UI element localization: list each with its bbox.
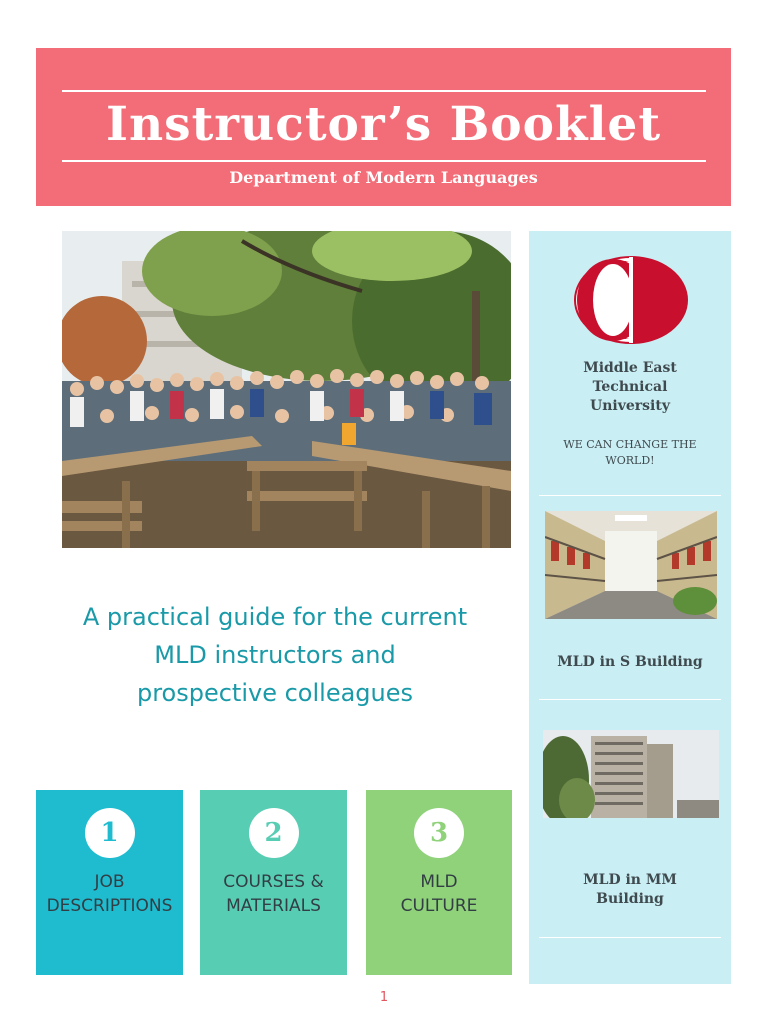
- sidebar-divider: [539, 495, 721, 496]
- section-number-badge: 2: [249, 808, 299, 858]
- section-number-badge: 3: [414, 808, 464, 858]
- section-label-line-2: CULTURE: [400, 896, 478, 916]
- section-number-badge: 1: [85, 808, 135, 858]
- section-label-line-2: DESCRIPTIONS: [46, 896, 173, 916]
- mm-building-caption: [529, 871, 731, 909]
- section-label-line-1: COURSES &: [223, 872, 324, 892]
- university-name-line-2: Technical: [592, 379, 668, 395]
- department-subtitle: Department of Modern Languages: [229, 168, 538, 187]
- mm-building-photo: [543, 730, 719, 818]
- group-photo: [62, 231, 511, 548]
- tagline-line-3: prospective colleagues: [136, 679, 414, 707]
- tagline-line-1: A practical guide for the current: [82, 603, 468, 631]
- tagline-line-2: MLD instructors and: [154, 641, 396, 669]
- s-building-photo: [545, 511, 717, 619]
- sidebar-divider: [539, 937, 721, 938]
- mm-building-caption-line-2: Building: [596, 891, 664, 907]
- s-building-caption: MLD in S Building: [557, 654, 703, 670]
- section-label: [366, 870, 512, 918]
- university-name: [529, 359, 731, 416]
- header-banner: [36, 48, 731, 206]
- sidebar-divider: [539, 699, 721, 700]
- section-label-line-2: MATERIALS: [226, 896, 321, 916]
- university-name-line-3: University: [590, 398, 670, 414]
- booklet-tagline: [40, 598, 510, 712]
- section-label-line-1: JOB: [94, 872, 125, 892]
- section-tile-courses-materials[interactable]: [200, 790, 347, 975]
- section-label: [36, 870, 183, 918]
- university-name-line-1: Middle East: [583, 360, 677, 376]
- section-label-line-1: MLD: [420, 872, 458, 892]
- university-motto: WE CAN CHANGE THE WORLD!: [563, 438, 697, 467]
- section-tile-job-descriptions[interactable]: [36, 790, 183, 975]
- section-tile-mld-culture[interactable]: [366, 790, 512, 975]
- mm-building-caption-line-1: MLD in MM: [583, 872, 677, 888]
- page-number: 1: [379, 990, 389, 1005]
- metu-logo-icon: [573, 255, 689, 350]
- section-label: [200, 870, 347, 918]
- sidebar: [529, 231, 731, 984]
- booklet-title: Instructor’s Booklet: [105, 97, 662, 152]
- header-bottom-rule: [62, 160, 706, 162]
